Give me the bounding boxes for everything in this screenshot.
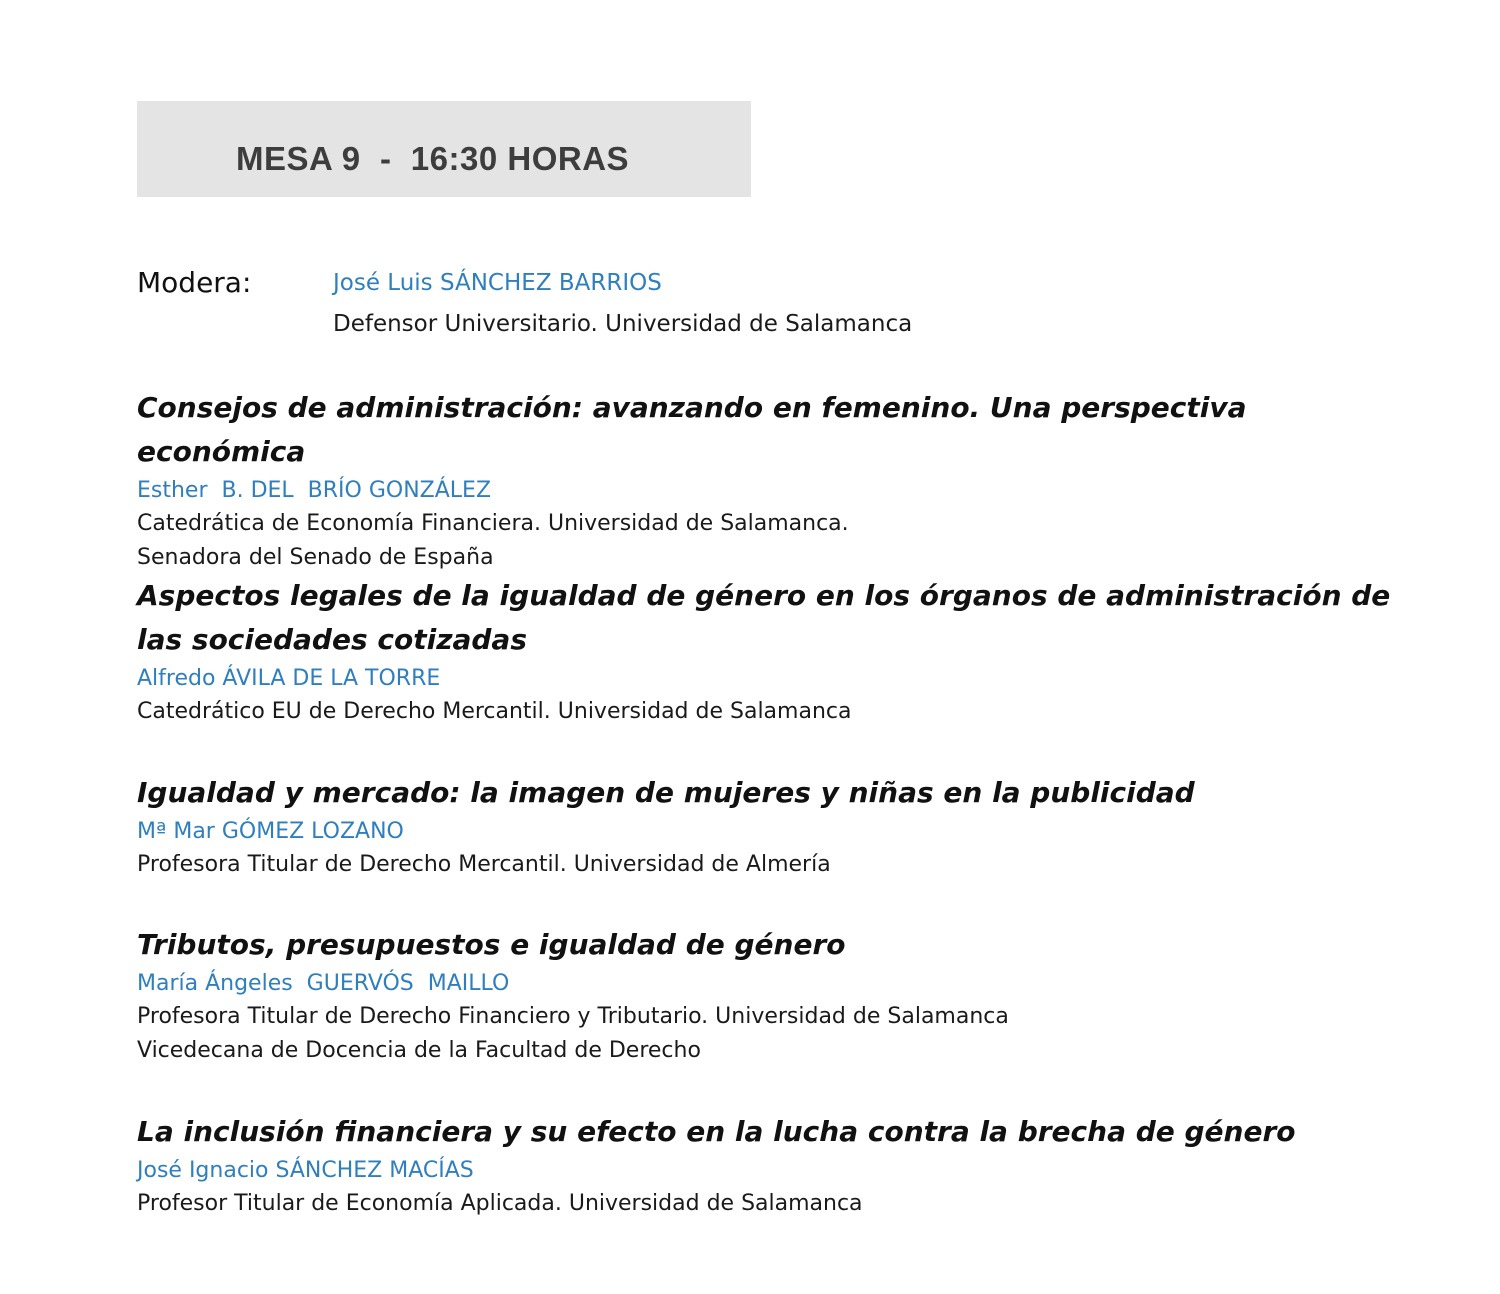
talk-2 bbox=[137, 574, 1397, 729]
moderator-name: José Luis SÁNCHEZ BARRIOS bbox=[333, 270, 662, 296]
talk-4 bbox=[137, 923, 1397, 1068]
talk-speaker: Alfredo ÁVILA DE LA TORRE bbox=[137, 666, 441, 691]
talk-title: Tributos, presupuestos e igualdad de género bbox=[137, 928, 846, 961]
talk-title: Aspectos legales de la igualdad de género en los órganos de administración de las sociedades cotizadas bbox=[137, 579, 1391, 656]
talk-role: Senadora del Senado de España bbox=[137, 545, 494, 570]
talk-3 bbox=[137, 771, 1397, 882]
talk-title: Consejos de administración: avanzando en femenino. Una perspectiva económica bbox=[137, 391, 1247, 468]
session-title: MESA 9 - 16:30 HORAS bbox=[236, 140, 630, 177]
talk-role: Profesor Titular de Economía Aplicada. Universidad de Salamanca bbox=[137, 1191, 863, 1216]
talk-title: La inclusión financiera y su efecto en la lucha contra la brecha de género bbox=[137, 1115, 1296, 1148]
talk-speaker: Mª Mar GÓMEZ LOZANO bbox=[137, 819, 404, 844]
talk-speaker: Esther B. DEL BRÍO GONZÁLEZ bbox=[137, 478, 492, 503]
moderator-label: Modera: bbox=[137, 266, 252, 299]
talk-role: Profesora Titular de Derecho Mercantil. Universidad de Almería bbox=[137, 852, 831, 877]
talk-role: Vicedecana de Docencia de la Facultad de Derecho bbox=[137, 1038, 701, 1063]
talk-role: Catedrática de Economía Financiera. Universidad de Salamanca. bbox=[137, 511, 849, 536]
talk-title: Igualdad y mercado: la imagen de mujeres y niñas en la publicidad bbox=[137, 776, 1195, 809]
moderator-role: Defensor Universitario. Universidad de Salamanca bbox=[333, 311, 913, 337]
talk-5 bbox=[137, 1110, 1397, 1221]
talk-speaker: María Ángeles GUERVÓS MAILLO bbox=[137, 971, 510, 996]
talk-speaker: José Ignacio SÁNCHEZ MACÍAS bbox=[137, 1158, 474, 1183]
talk-1 bbox=[137, 386, 1397, 575]
talk-role: Profesora Titular de Derecho Financiero y Tributario. Universidad de Salamanca bbox=[137, 1004, 1009, 1029]
talk-role: Catedrático EU de Derecho Mercantil. Universidad de Salamanca bbox=[137, 699, 852, 724]
